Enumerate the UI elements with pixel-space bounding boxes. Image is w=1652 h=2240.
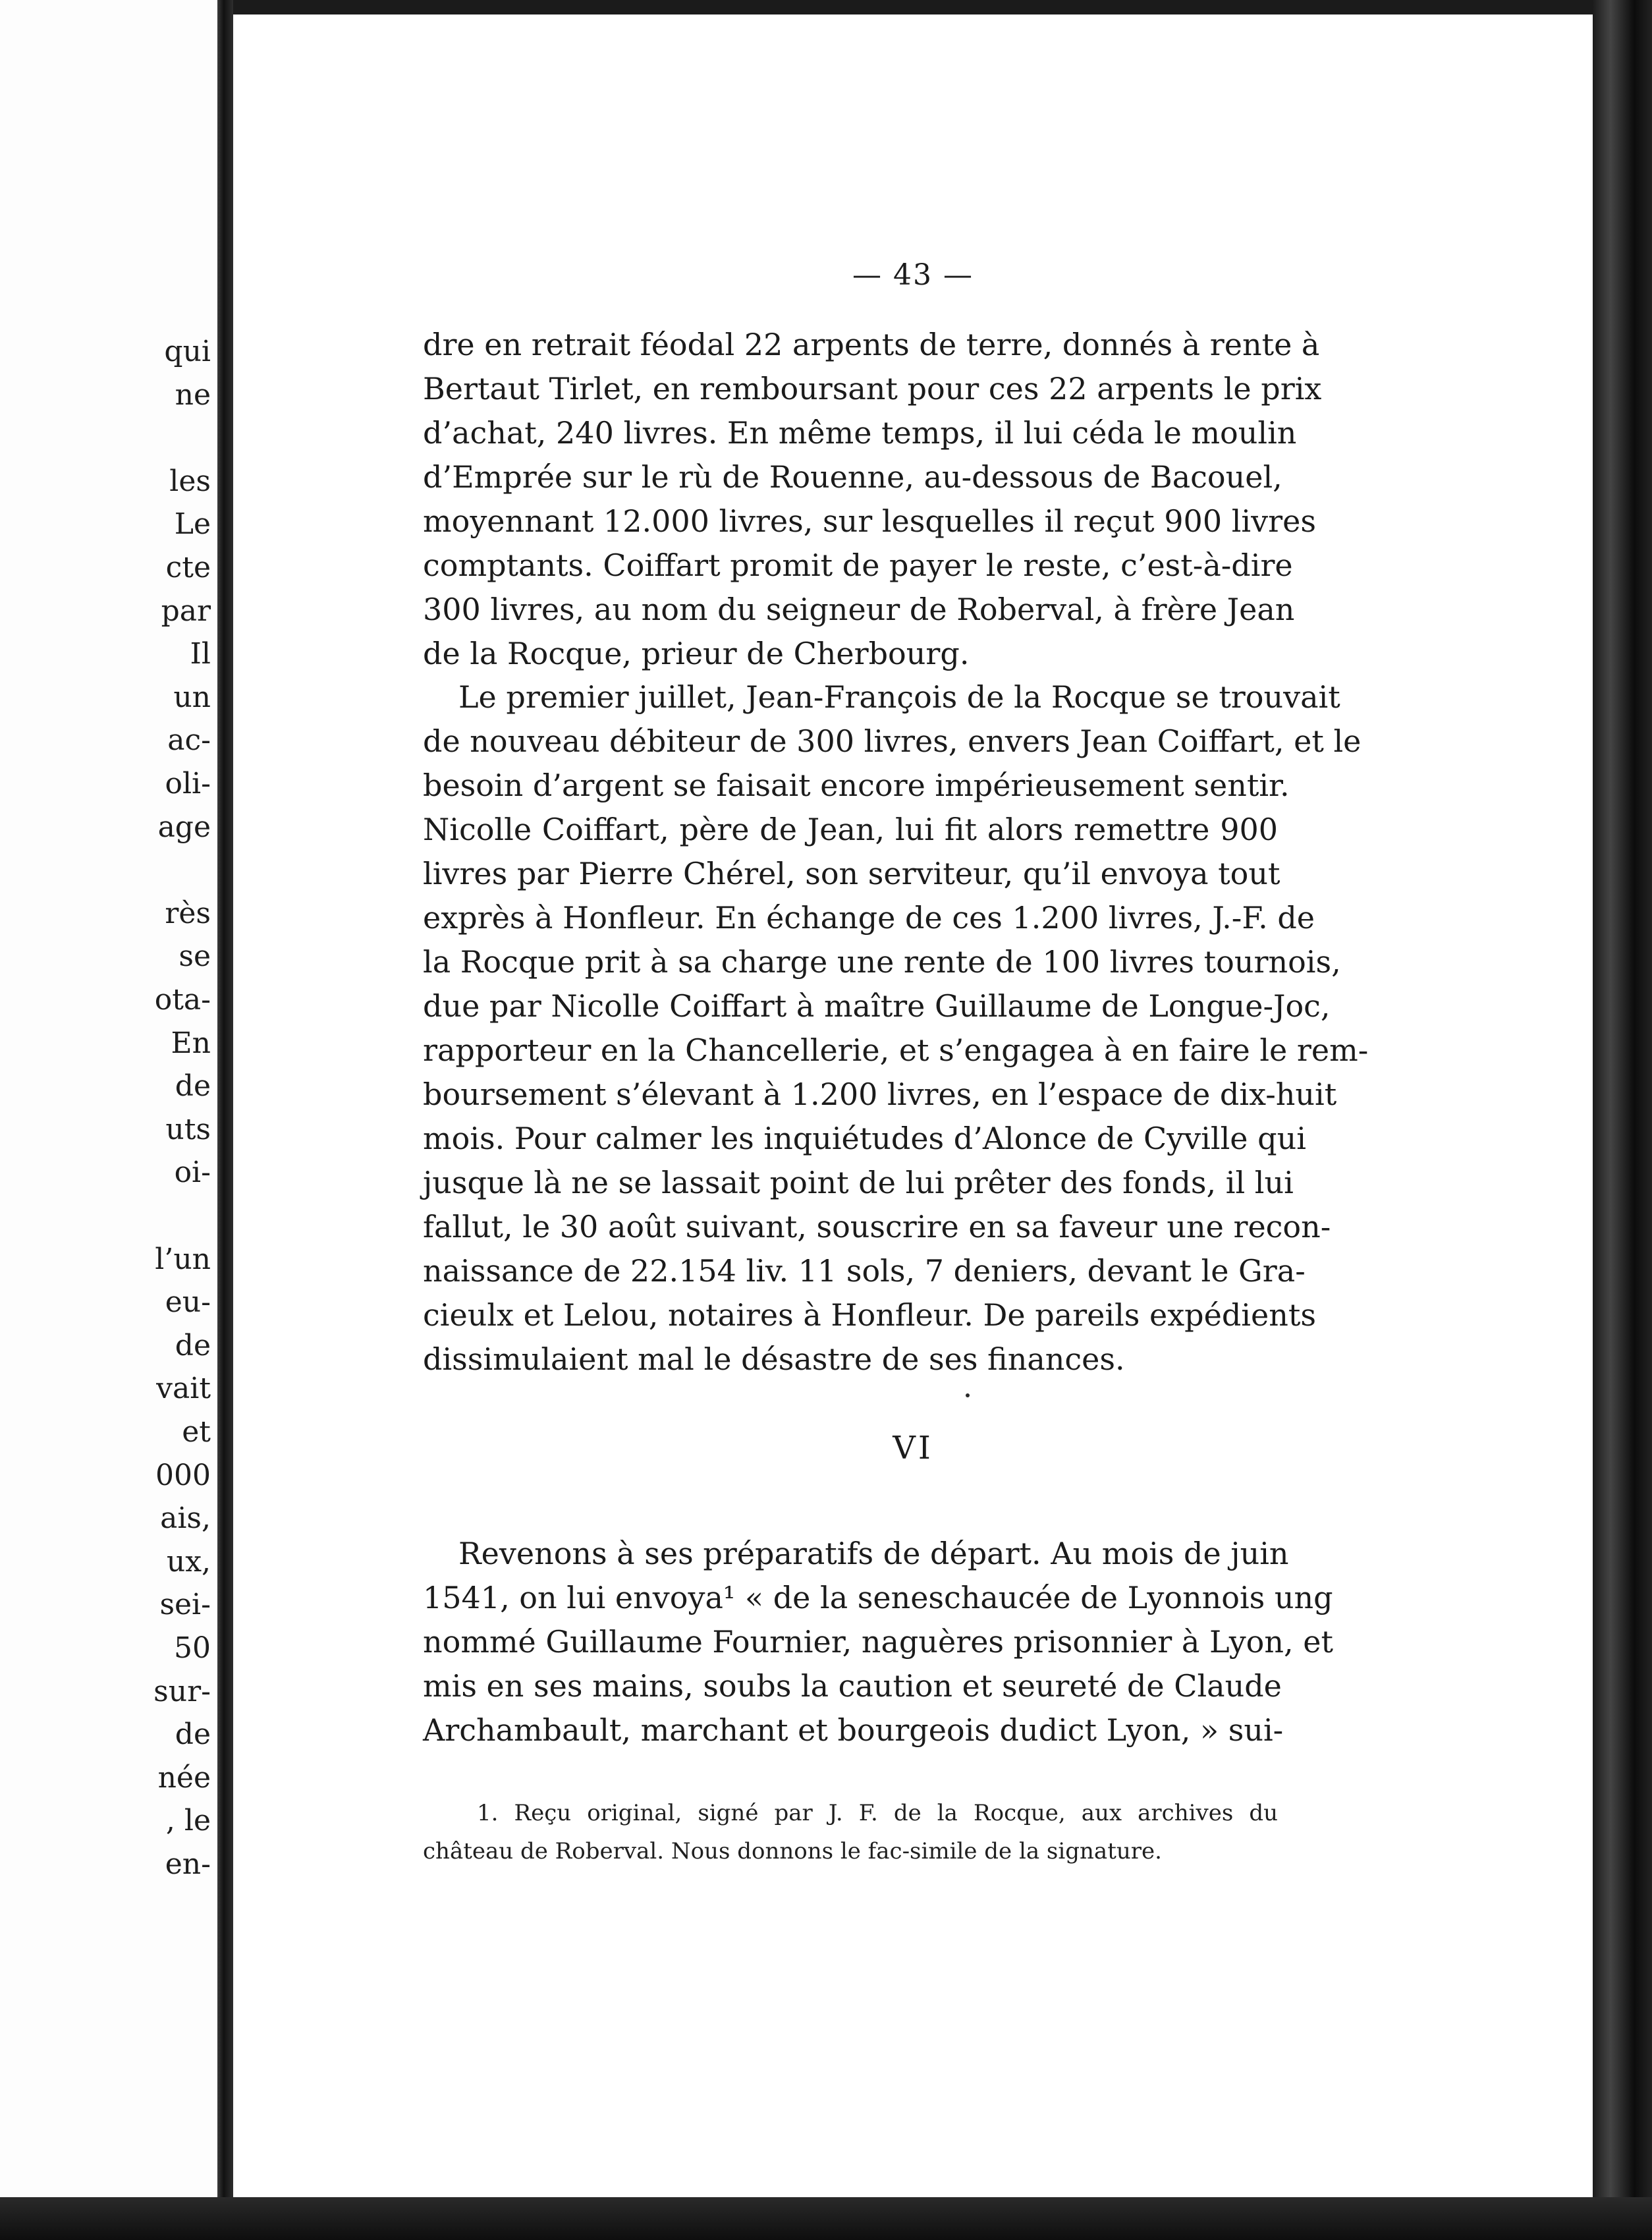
text-line: livres par Pierre Chérel, son serviteur, qu’il envoya tout: [423, 856, 1280, 891]
paragraph-2: [423, 675, 1369, 1382]
text-line: d’Emprée sur le rù de Rouenne, au-dessous de Bacouel,: [423, 459, 1282, 495]
previous-page-line-ending: de: [175, 1718, 211, 1751]
scan-top-border: [233, 0, 1593, 14]
text-line: mois. Pour calmer les inquiétudes d’Alonce de Cyville qui: [423, 1121, 1306, 1156]
previous-page-line-ending: uts: [165, 1113, 211, 1146]
previous-page-fragment: [0, 0, 217, 2197]
previous-page-line-ending: 50: [174, 1631, 211, 1665]
footnote-line: 1. Reçu original, signé par J. F. de la Rocque, aux archives du: [477, 1800, 1278, 1826]
previous-page-line-ending: ota-: [154, 983, 211, 1017]
text-line: naissance de 22.154 liv. 11 sols, 7 deniers, devant le Gra-: [423, 1253, 1306, 1289]
text-line: de la Rocque, prieur de Cherbourg.: [423, 636, 970, 671]
text-line: d’achat, 240 livres. En même temps, il lui céda le moulin: [423, 415, 1297, 451]
text-line: cieulx et Lelou, notaires à Honfleur. De pareils expédients: [423, 1297, 1316, 1333]
text-line: de nouveau débiteur de 300 livres, envers Jean Coiffart, et le: [423, 723, 1362, 759]
text-line: dissimulaient mal le désastre de ses finances.: [423, 1341, 1125, 1377]
text-line: moyennant 12.000 livres, sur lesquelles il reçut 900 livres: [423, 503, 1316, 539]
scan-bottom-border: [0, 2197, 1652, 2240]
footnote: [423, 1794, 1278, 1870]
footnote-line: château de Roberval. Nous donnons le fac-simile de la signature.: [423, 1838, 1162, 1864]
previous-page-line-ending: un: [173, 681, 211, 714]
previous-page-line-ending: vait: [156, 1372, 211, 1405]
previous-page-line-ending: ac-: [167, 723, 211, 757]
text-line: boursement s’élevant à 1.200 livres, en l’espace de dix-huit: [423, 1077, 1337, 1112]
previous-page-line-ending: En: [171, 1026, 211, 1060]
text-line: Nicolle Coiffart, père de Jean, lui fit alors remettre 900: [423, 812, 1278, 847]
page-gutter-shadow: [217, 0, 233, 2240]
print-speck: [966, 1393, 970, 1397]
previous-page-line-ending: ux,: [166, 1545, 211, 1579]
previous-page-line-ending: en-: [165, 1847, 211, 1881]
previous-page-line-ending: rès: [165, 897, 211, 930]
previous-page-line-ending: , le: [165, 1804, 211, 1837]
previous-page-line-ending: par: [161, 594, 211, 628]
previous-page-line-ending: née: [157, 1761, 211, 1795]
previous-page-line-ending: oi-: [174, 1156, 211, 1189]
text-line: Archambault, marchant et bourgeois dudict Lyon, » sui-: [423, 1712, 1284, 1748]
text-line: mis en ses mains, soubs la caution et seureté de Claude: [423, 1668, 1282, 1704]
previous-page-line-ending: Le: [174, 507, 211, 541]
previous-page-line-ending: de: [175, 1329, 211, 1362]
text-line: Bertaut Tirlet, en remboursant pour ces 22 arpents le prix: [423, 371, 1322, 406]
text-line: exprès à Honfleur. En échange de ces 1.200 livres, J.-F. de: [423, 900, 1315, 936]
text-line: fallut, le 30 août suivant, souscrire en sa faveur une recon-: [423, 1209, 1331, 1245]
book-page: [233, 14, 1593, 2197]
text-line: 300 livres, au nom du seigneur de Roberval, à frère Jean: [423, 592, 1295, 627]
previous-page-line-ending: eu-: [165, 1285, 211, 1319]
text-line: dre en retrait féodal 22 arpents de terre, donnés à rente à: [423, 327, 1320, 362]
paragraph-1: [423, 323, 1322, 676]
text-line: 1541, on lui envoya¹ « de la seneschaucée de Lyonnois ung: [423, 1580, 1333, 1615]
text-line: besoin d’argent se faisait encore impérieusement sentir.: [423, 768, 1290, 803]
previous-page-line-ending: les: [169, 464, 211, 498]
text-line: Le premier juillet, Jean-François de la Rocque se trouvait: [458, 679, 1340, 715]
paragraph-3: [423, 1532, 1333, 1752]
text-line: la Rocque prit à sa charge une rente de 100 livres tournois,: [423, 944, 1341, 980]
previous-page-line-ending: age: [157, 810, 211, 844]
previous-page-line-ending: ais,: [160, 1501, 211, 1535]
text-line: comptants. Coiffart promit de payer le reste, c’est-à-dire: [423, 547, 1293, 583]
text-line: Revenons à ses préparatifs de départ. Au mois de juin: [458, 1536, 1289, 1571]
section-heading: VI: [893, 1430, 933, 1467]
previous-page-line-ending: sur-: [153, 1675, 211, 1708]
previous-page-line-ending: et: [182, 1415, 211, 1449]
previous-page-line-ending: cte: [165, 551, 211, 584]
previous-page-line-ending: de: [175, 1069, 211, 1103]
page-number: — 43 —: [852, 258, 974, 292]
previous-page-line-ending: ne: [175, 378, 211, 412]
previous-page-line-ending: l’un: [155, 1243, 211, 1276]
scan-right-border: [1593, 0, 1652, 2240]
previous-page-line-ending: qui: [164, 335, 211, 368]
previous-page-line-ending: oli-: [165, 767, 211, 800]
previous-page-line-ending: Il: [190, 637, 211, 671]
text-line: rapporteur en la Chancellerie, et s’engagea à en faire le rem-: [423, 1032, 1369, 1068]
previous-page-line-ending: se: [179, 939, 211, 973]
text-line: nommé Guillaume Fournier, naguères prisonnier à Lyon, et: [423, 1624, 1333, 1660]
text-line: jusque là ne se lassait point de lui prêter des fonds, il lui: [423, 1165, 1294, 1200]
previous-page-line-ending: 000: [155, 1459, 211, 1492]
previous-page-line-ending: sei-: [159, 1588, 211, 1621]
text-line: due par Nicolle Coiffart à maître Guillaume de Longue-Joc,: [423, 988, 1331, 1024]
